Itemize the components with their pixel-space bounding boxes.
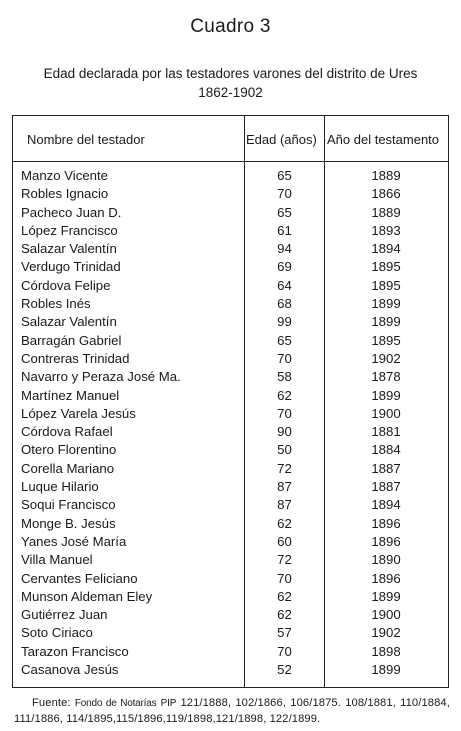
- cell-age: 65: [277, 332, 292, 348]
- cell-age: 90: [277, 424, 292, 440]
- table-row: [13, 258, 448, 276]
- table-row: [13, 368, 448, 386]
- cell-age: 94: [277, 241, 292, 257]
- cell-age: 69: [277, 259, 292, 275]
- cell-year: 1900: [371, 405, 401, 421]
- cell-year: 1893: [371, 222, 401, 238]
- table-row: [13, 606, 448, 624]
- cell-age: 99: [277, 314, 292, 330]
- cell-name: Manzo Vicente: [21, 168, 108, 183]
- cell-year: 1894: [371, 241, 401, 257]
- cell-year: 1902: [371, 350, 401, 366]
- cell-name: Salazar Valentín: [21, 314, 117, 330]
- cell-age: 65: [277, 204, 292, 220]
- cell-age: 72: [277, 460, 292, 476]
- cell-name: Casanova Jesús: [21, 662, 119, 678]
- table-caption: Cuadro 3: [190, 16, 271, 37]
- source-fondo: Fondo de Notarías: [74, 698, 157, 709]
- cell-age: 62: [277, 607, 292, 623]
- cell-year: 1878: [371, 369, 401, 385]
- cell-age: 70: [277, 643, 292, 659]
- source-pip: PIP: [160, 698, 177, 709]
- cell-year: 1896: [371, 570, 401, 586]
- table-row: [13, 460, 448, 478]
- table-row: [13, 551, 448, 569]
- cell-age: 70: [277, 405, 292, 421]
- table-row: [13, 313, 448, 331]
- table-row: [13, 423, 448, 441]
- table-row: [13, 277, 448, 295]
- cell-age: 61: [277, 222, 292, 238]
- cell-name: Villa Manuel: [21, 552, 93, 568]
- header-year: Año del testamento: [327, 132, 440, 147]
- table-row: [13, 643, 448, 661]
- cell-name: Cervantes Feliciano: [21, 570, 138, 586]
- table-row: [13, 387, 448, 405]
- cell-year: 1895: [371, 259, 401, 275]
- cell-name: López Varela Jesús: [21, 405, 136, 421]
- cell-name: Salazar Valentín: [21, 241, 117, 257]
- cell-year: 1895: [371, 277, 401, 293]
- cell-name: Soto Ciriaco: [21, 625, 93, 641]
- cell-age: 65: [277, 168, 292, 183]
- cell-year: 1881: [371, 424, 401, 440]
- table-row: [13, 185, 448, 203]
- source-refs: 121/1888, 102/1866, 106/1875. 108/1881, 110/1884, 111/1886, 114/1895,115/1896,119/1898,121/1898, 122/1899.: [14, 697, 450, 725]
- cell-age: 72: [277, 552, 292, 568]
- table-row: [13, 405, 448, 423]
- cell-year: 1898: [371, 643, 401, 659]
- table-row: [13, 350, 448, 368]
- table-row: [13, 167, 448, 185]
- cell-year: 1899: [371, 314, 401, 330]
- cell-name: López Francisco: [21, 222, 118, 238]
- cell-age: 70: [277, 186, 292, 202]
- cell-name: Barragán Gabriel: [21, 332, 122, 348]
- cell-year: 1899: [371, 296, 401, 312]
- cell-year: 1896: [371, 533, 401, 549]
- cell-year: 1887: [371, 460, 401, 476]
- cell-age: 57: [277, 625, 292, 641]
- cell-name: Gutiérrez Juan: [21, 607, 108, 623]
- table-subtitle: [0, 64, 461, 102]
- table-row: [13, 496, 448, 514]
- cell-year: 1889: [371, 204, 401, 220]
- cell-name: Navarro y Peraza José Ma.: [21, 369, 181, 385]
- cell-name: Luque Hilario: [21, 479, 99, 495]
- cell-age: 62: [277, 588, 292, 604]
- table-row: [13, 478, 448, 496]
- cell-year: 1887: [371, 479, 401, 495]
- cell-year: 1895: [371, 332, 401, 348]
- cell-year: 1889: [371, 168, 401, 183]
- source-label: Fuente:: [32, 697, 71, 709]
- subtitle-line-1: Edad declarada por las testadores varones del distrito de Ures: [43, 66, 418, 81]
- cell-name: Monge B. Jesús: [21, 515, 116, 531]
- cell-name: Contreras Trinidad: [21, 350, 130, 366]
- table-row: [13, 570, 448, 588]
- table-row: [13, 661, 448, 679]
- cell-name: Robles Inés: [21, 296, 91, 312]
- table-row: [13, 515, 448, 533]
- cell-age: 58: [277, 369, 292, 385]
- cell-name: Pacheco Juan D.: [21, 204, 122, 220]
- table-row: [13, 222, 448, 240]
- cell-name: Córdova Felipe: [21, 277, 111, 293]
- cell-year: 1899: [371, 588, 401, 604]
- cell-age: 87: [277, 479, 292, 495]
- cell-year: 1900: [371, 607, 401, 623]
- cell-year: 1894: [371, 497, 401, 513]
- header-age: Edad (años): [246, 132, 317, 147]
- cell-age: 52: [277, 662, 292, 678]
- cell-year: 1899: [371, 662, 401, 678]
- cell-name: Yanes José María: [21, 533, 127, 549]
- cell-age: 62: [277, 387, 292, 403]
- cell-year: 1902: [371, 625, 401, 641]
- cell-year: 1884: [371, 442, 401, 458]
- table-row: [13, 204, 448, 222]
- cell-name: Martínez Manuel: [21, 387, 120, 403]
- cell-age: 70: [277, 570, 292, 586]
- cell-name: Soqui Francisco: [21, 497, 116, 513]
- cell-age: 64: [277, 277, 292, 293]
- cell-name: Munson Aldeman Eley: [21, 588, 153, 604]
- table-row: [13, 624, 448, 642]
- cell-name: Otero Florentino: [21, 442, 117, 458]
- cell-age: 87: [277, 497, 292, 513]
- cell-year: 1890: [371, 552, 401, 568]
- table-row: [13, 295, 448, 313]
- table-row: [13, 441, 448, 459]
- table-row: [13, 533, 448, 551]
- cell-name: Robles Ignacio: [21, 186, 109, 202]
- cell-age: 60: [277, 533, 292, 549]
- cell-age: 62: [277, 515, 292, 531]
- source-note: [14, 696, 450, 727]
- header-divider: [13, 161, 448, 162]
- cell-name: Verdugo Trinidad: [21, 259, 121, 275]
- cell-name: Tarazon Francisco: [21, 643, 129, 659]
- table-row: [13, 332, 448, 350]
- header-name: Nombre del testador: [27, 132, 145, 147]
- cell-year: 1896: [371, 515, 401, 531]
- cell-age: 70: [277, 350, 292, 366]
- cell-name: Córdova Rafael: [21, 424, 113, 440]
- subtitle-line-2: 1862-1902: [198, 85, 263, 100]
- table-row: [13, 240, 448, 258]
- cell-year: 1899: [371, 387, 401, 403]
- testators-table: [12, 115, 449, 688]
- cell-age: 50: [277, 442, 292, 458]
- cell-name: Corella Mariano: [21, 460, 115, 476]
- cell-age: 68: [277, 296, 292, 312]
- table-row: [13, 588, 448, 606]
- cell-year: 1866: [371, 186, 401, 202]
- table-body: [13, 167, 448, 679]
